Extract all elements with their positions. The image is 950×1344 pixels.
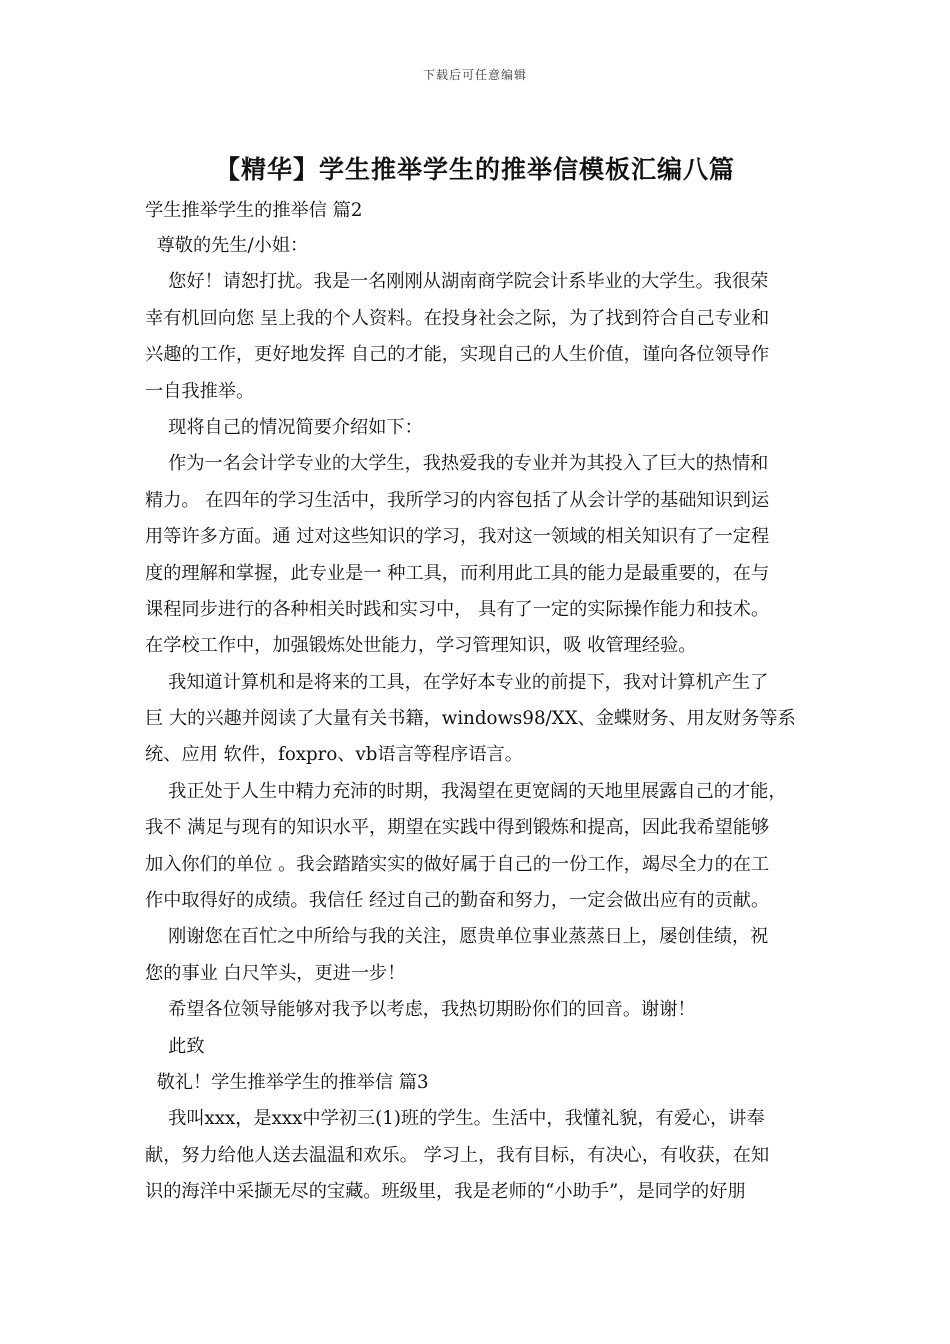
text-line: 现将自己的情况简要介绍如下： — [145, 416, 423, 438]
text-line: 兴趣的工作，更好地发挥 自己的才能，实现自己的人生价值，谨向各位领导作 — [145, 344, 770, 366]
text-line: 作为一名会计学专业的大学生，我热爱我的专业并为其投入了巨大的热情和 — [145, 453, 769, 475]
text-line: 我叫xxx，是xxx中学初三(1)班的学生。生活中，我懂礼貌，有爱心，讲奉 — [145, 1108, 765, 1130]
text-line: 希望各位领导能够对我予以考虑，我热切期盼你们的回音。谢谢！ — [145, 999, 696, 1021]
text-line: 巨 大的兴趣并阅读了大量有关书籍，windows98/XX、金蝶财务、用友财务等系 — [145, 708, 796, 730]
text-line: 我知道计算机和是将来的工具，在学好本专业的前提下，我对计算机产生了 — [145, 671, 769, 693]
text-line: 您的事业 白尺竿头，更进一步！ — [145, 962, 406, 984]
text-line: 作中取得好的成绩。我信任 经过自己的勤奋和努力，一定会做出应有的贡献。 — [145, 890, 770, 912]
text-line: 刚谢您在百忙之中所给与我的关注，愿贵单位事业蒸蒸日上，屡创佳绩，祝 — [145, 926, 769, 948]
text-line: 我不 满足与现有的知识水平，期望在实践中得到锻炼和提高，因此我希望能够 — [145, 817, 770, 839]
text-line: 课程同步进行的各种相关时践和实习中， 具有了一定的实际操作能力和技术。 — [145, 598, 770, 620]
text-line: 加入你们的单位 。我会踏踏实实的做好属于自己的一份工作，竭尽全力的在工 — [145, 853, 770, 875]
text-line: 尊敬的先生/小姐： — [145, 235, 309, 256]
text-line: 献，努力给他人送去温温和欢乐。 学习上，我有目标，有决心，有收获，在知 — [145, 1144, 770, 1166]
text-line: 度的理解和掌握，此专业是一 种工具，而利用此工具的能力是最重要的，在与 — [145, 562, 770, 584]
page-header-note: 下载后可任意编辑 — [422, 68, 527, 82]
text-line: 一自我推举。 — [145, 380, 255, 402]
text-line: 用等许多方面。通 过对这些知识的学习，我对这一领域的相关知识有了一定程 — [145, 526, 770, 548]
text-line: 在学校工作中，加强锻炼处世能力，学习管理知识，吸 收管理经验。 — [145, 635, 697, 657]
text-line: 您好！请恕打扰。我是一名刚刚从湖南商学院会计系毕业的大学生。我很荣 — [145, 271, 769, 293]
text-line: 我正处于人生中精力充沛的时期，我渴望在更宽阔的天地里展露自己的才能， — [145, 780, 787, 802]
text-line: 敬礼！学生推举学生的推举信 篇3 — [145, 1071, 429, 1093]
document-body — [145, 194, 810, 1211]
text-line: 统、应用 软件，foxpro、vb语言等程序语言。 — [145, 744, 523, 766]
document-title: 【精华】学生推举学生的推举信模板汇编八篇 — [214, 155, 735, 184]
text-line: 此致 — [145, 1035, 205, 1057]
text-line: 精力。 在四年的学习生活中，我所学习的内容包括了从会计学的基础知识到运 — [145, 489, 770, 511]
text-line: 学生推举学生的推举信 篇2 — [145, 200, 363, 221]
text-line: 幸有机回向您 呈上我的个人资料。在投身社会之际，为了找到符合自己专业和 — [145, 307, 770, 329]
text-line: 识的海洋中采撷无尽的宝藏。班级里，我是老师的“小助手”，是同学的好朋 — [145, 1181, 746, 1203]
